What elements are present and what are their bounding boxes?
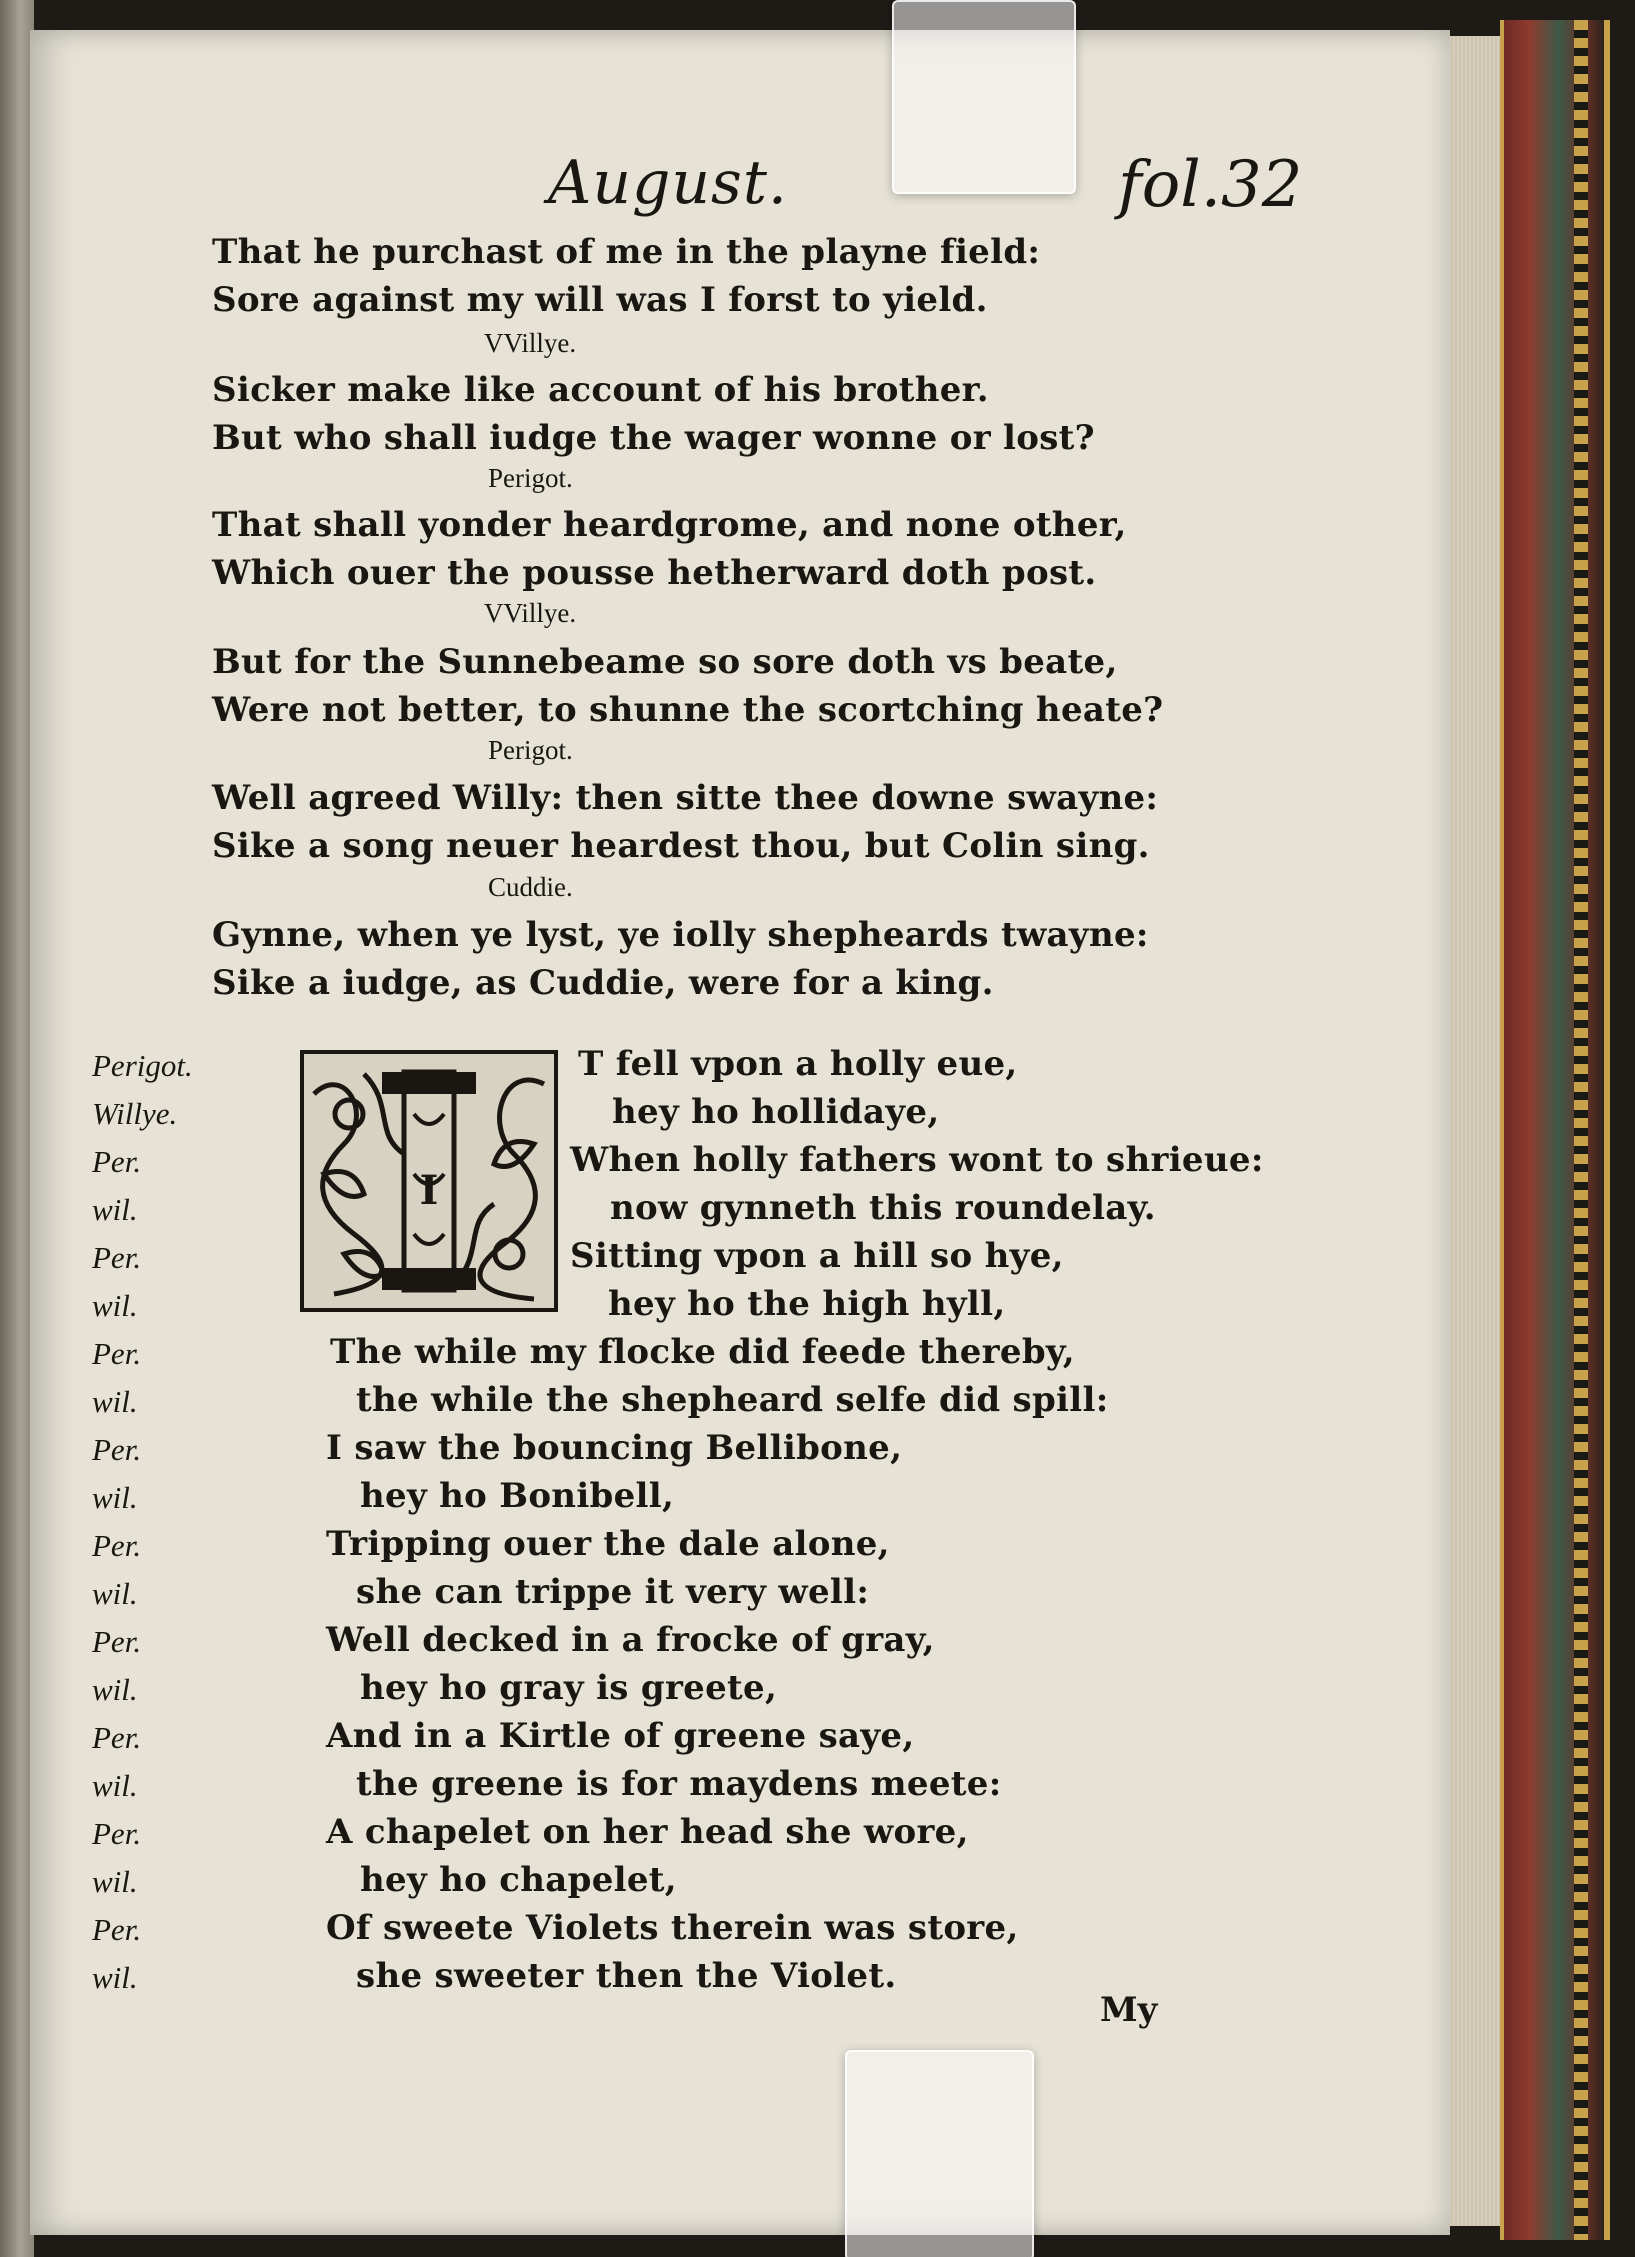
- verse-line: When holly fathers wont to shrieue:: [570, 1140, 1264, 1180]
- verse-line: now gynneth this roundelay.: [610, 1188, 1156, 1228]
- text-line: Well agreed Willy: then sitte thee downe swayne:: [212, 778, 1159, 818]
- decorated-initial-block: [300, 1050, 558, 1312]
- verse-line: the greene is for maydens meete:: [356, 1764, 1002, 1804]
- margin-speaker: Per.: [92, 1912, 142, 1947]
- text-line: But for the Sunnebeame so sore doth vs beate,: [212, 642, 1118, 682]
- text-line: That he purchast of me in the playne field:: [212, 232, 1041, 272]
- verse-line: The while my flocke did feede thereby,: [330, 1332, 1075, 1372]
- verse-line: she sweeter then the Violet.: [356, 1956, 897, 1996]
- running-head-title: August.: [548, 148, 788, 218]
- floral-initial-icon: [304, 1054, 554, 1308]
- verse-line: the while the shepheard selfe did spill:: [356, 1380, 1109, 1420]
- initial-letter: I: [419, 1167, 439, 1214]
- margin-speaker: wil.: [92, 1672, 138, 1707]
- speaker-label: Perigot.: [488, 463, 573, 493]
- verse-line: she can trippe it very well:: [356, 1572, 870, 1612]
- text-line: Sike a iudge, as Cuddie, were for a king.: [212, 963, 994, 1003]
- text-line: But who shall iudge the wager wonne or lost?: [212, 418, 1095, 458]
- verse-line: I saw the bouncing Bellibone,: [326, 1428, 903, 1468]
- verse-line: hey ho the high hyll,: [608, 1284, 1006, 1324]
- margin-speaker: Per.: [92, 1336, 142, 1371]
- speaker-label: Perigot.: [488, 735, 573, 765]
- margin-speaker: wil.: [92, 1864, 138, 1899]
- catchword: My: [1100, 1990, 1158, 2030]
- text-line: Sore against my will was I forst to yield.: [212, 280, 988, 320]
- verse-line: Well decked in a frocke of gray,: [326, 1620, 935, 1660]
- text-line: Which ouer the pousse hetherward doth post.: [212, 553, 1097, 593]
- margin-speaker: wil.: [92, 1288, 138, 1323]
- margin-speaker: wil.: [92, 1576, 138, 1611]
- folio-number: fol.32: [1118, 148, 1303, 222]
- text-line: Sicker make like account of his brother.: [212, 370, 989, 410]
- text-line: Gynne, when ye lyst, ye iolly shepheards twayne:: [212, 915, 1149, 955]
- margin-speaker: Per.: [92, 1144, 142, 1179]
- verse-line: Sitting vpon a hill so hye,: [570, 1236, 1064, 1276]
- text-line: That shall yonder heardgrome, and none other,: [212, 505, 1127, 545]
- margin-speaker: wil.: [92, 1768, 138, 1803]
- margin-speaker: wil.: [92, 1480, 138, 1515]
- verse-line: And in a Kirtle of greene saye,: [326, 1716, 915, 1756]
- margin-speaker: Per.: [92, 1432, 142, 1467]
- text-line: Were not better, to shunne the scortching heate?: [212, 690, 1164, 730]
- page-fore-edge: [1450, 36, 1500, 2226]
- facing-page-edge: [0, 0, 34, 2257]
- margin-speaker: Willye.: [92, 1096, 178, 1131]
- margin-speaker: Per.: [92, 1720, 142, 1755]
- margin-speaker: Per.: [92, 1528, 142, 1563]
- verse-line: hey ho chapelet,: [360, 1860, 677, 1900]
- speaker-label: VVillye.: [484, 598, 577, 628]
- top-page-clamp: [892, 0, 1076, 194]
- speaker-label: VVillye.: [484, 328, 577, 358]
- book-page: [30, 30, 1450, 2235]
- speaker-label: Cuddie.: [488, 872, 573, 902]
- marbled-binding: [1500, 20, 1610, 2240]
- margin-speaker: Perigot.: [92, 1048, 193, 1083]
- margin-speaker: wil.: [92, 1960, 138, 1995]
- verse-line: Tripping ouer the dale alone,: [326, 1524, 890, 1564]
- margin-speaker: Per.: [92, 1240, 142, 1275]
- bottom-page-clamp: [845, 2050, 1034, 2257]
- verse-line: hey ho Bonibell,: [360, 1476, 675, 1516]
- verse-line: hey ho gray is greete,: [360, 1668, 778, 1708]
- text-line: Sike a song neuer heardest thou, but Colin sing.: [212, 826, 1150, 866]
- margin-speaker: Per.: [92, 1624, 142, 1659]
- margin-speaker: wil.: [92, 1192, 138, 1227]
- verse-line: Of sweete Violets therein was store,: [326, 1908, 1019, 1948]
- verse-line: T fell vpon a holly eue,: [578, 1044, 1018, 1084]
- verse-line: A chapelet on her head she wore,: [326, 1812, 969, 1852]
- margin-speaker: wil.: [92, 1384, 138, 1419]
- verse-line: hey ho hollidaye,: [612, 1092, 940, 1132]
- margin-speaker: Per.: [92, 1816, 142, 1851]
